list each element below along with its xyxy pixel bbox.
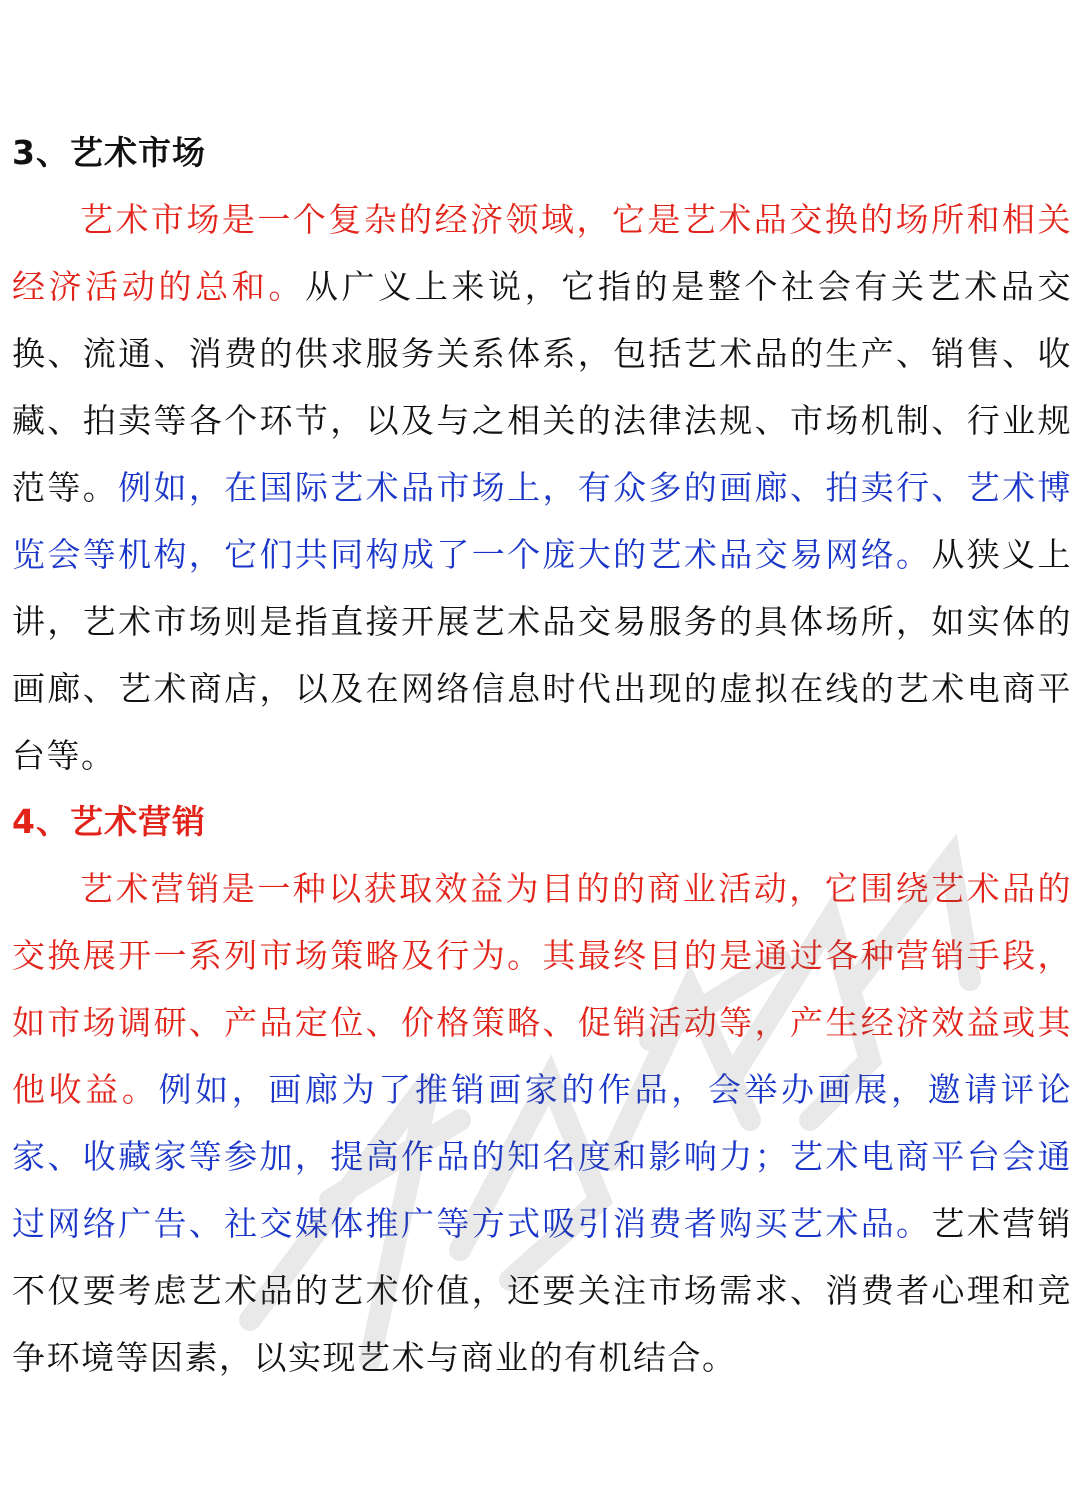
definition-text: 艺术市场是一个复杂的经济领域，它是艺术品交换的场所和相关经济活动的总和。	[12, 200, 1072, 306]
example-text: 例如，画廊为了推销画家的作品，会举办画展，邀请评论家、收藏家等参加，提高作品的知名度和影响力；艺术电商平台会通过网络广告、社交媒体推广等方式吸引消费者购买艺术品。	[12, 1070, 1072, 1243]
broad-sense-text: 从广义上来说，它指的是整个社会有关艺术品交换、流通、消费的供求服务关系体系，包括艺术品的生产、销售、收藏、拍卖等各个环节，以及与之相关的法律法规、市场机制、行业规范等。	[12, 267, 1072, 507]
paragraph-art-marketing	[12, 855, 1072, 1391]
example-text: 例如，在国际艺术品市场上，有众多的画廊、拍卖行、艺术博览会等机构，它们共同构成了一个庞大的艺术品交易网络。	[12, 468, 1073, 574]
narrow-sense-text: 从狭义上讲，艺术市场则是指直接开展艺术品交易服务的具体场所，如实体的画廊、艺术商店，以及在网络信息时代出现的虚拟在线的艺术电商平台等。	[12, 535, 1073, 775]
definition-text: 艺术营销是一种以获取效益为目的的商业活动，它围绕艺术品的交换展开一系列市场策略及行为。其最终目的是通过各种营销手段，如市场调研、产品定位、价格策略、促销活动等，产生经济效益或其他收益。	[12, 869, 1072, 1109]
section-heading-art-marketing: 4、艺术营销	[12, 802, 206, 841]
section-heading-art-market: 3、艺术市场	[12, 133, 206, 172]
paragraph-art-market	[12, 186, 1072, 789]
summary-text: 艺术营销不仅要考虑艺术品的艺术价值，还要关注市场需求、消费者心理和竞争环境等因素，以实现艺术与商业的有机结合。	[12, 1204, 1073, 1377]
document-content	[12, 120, 1072, 1391]
